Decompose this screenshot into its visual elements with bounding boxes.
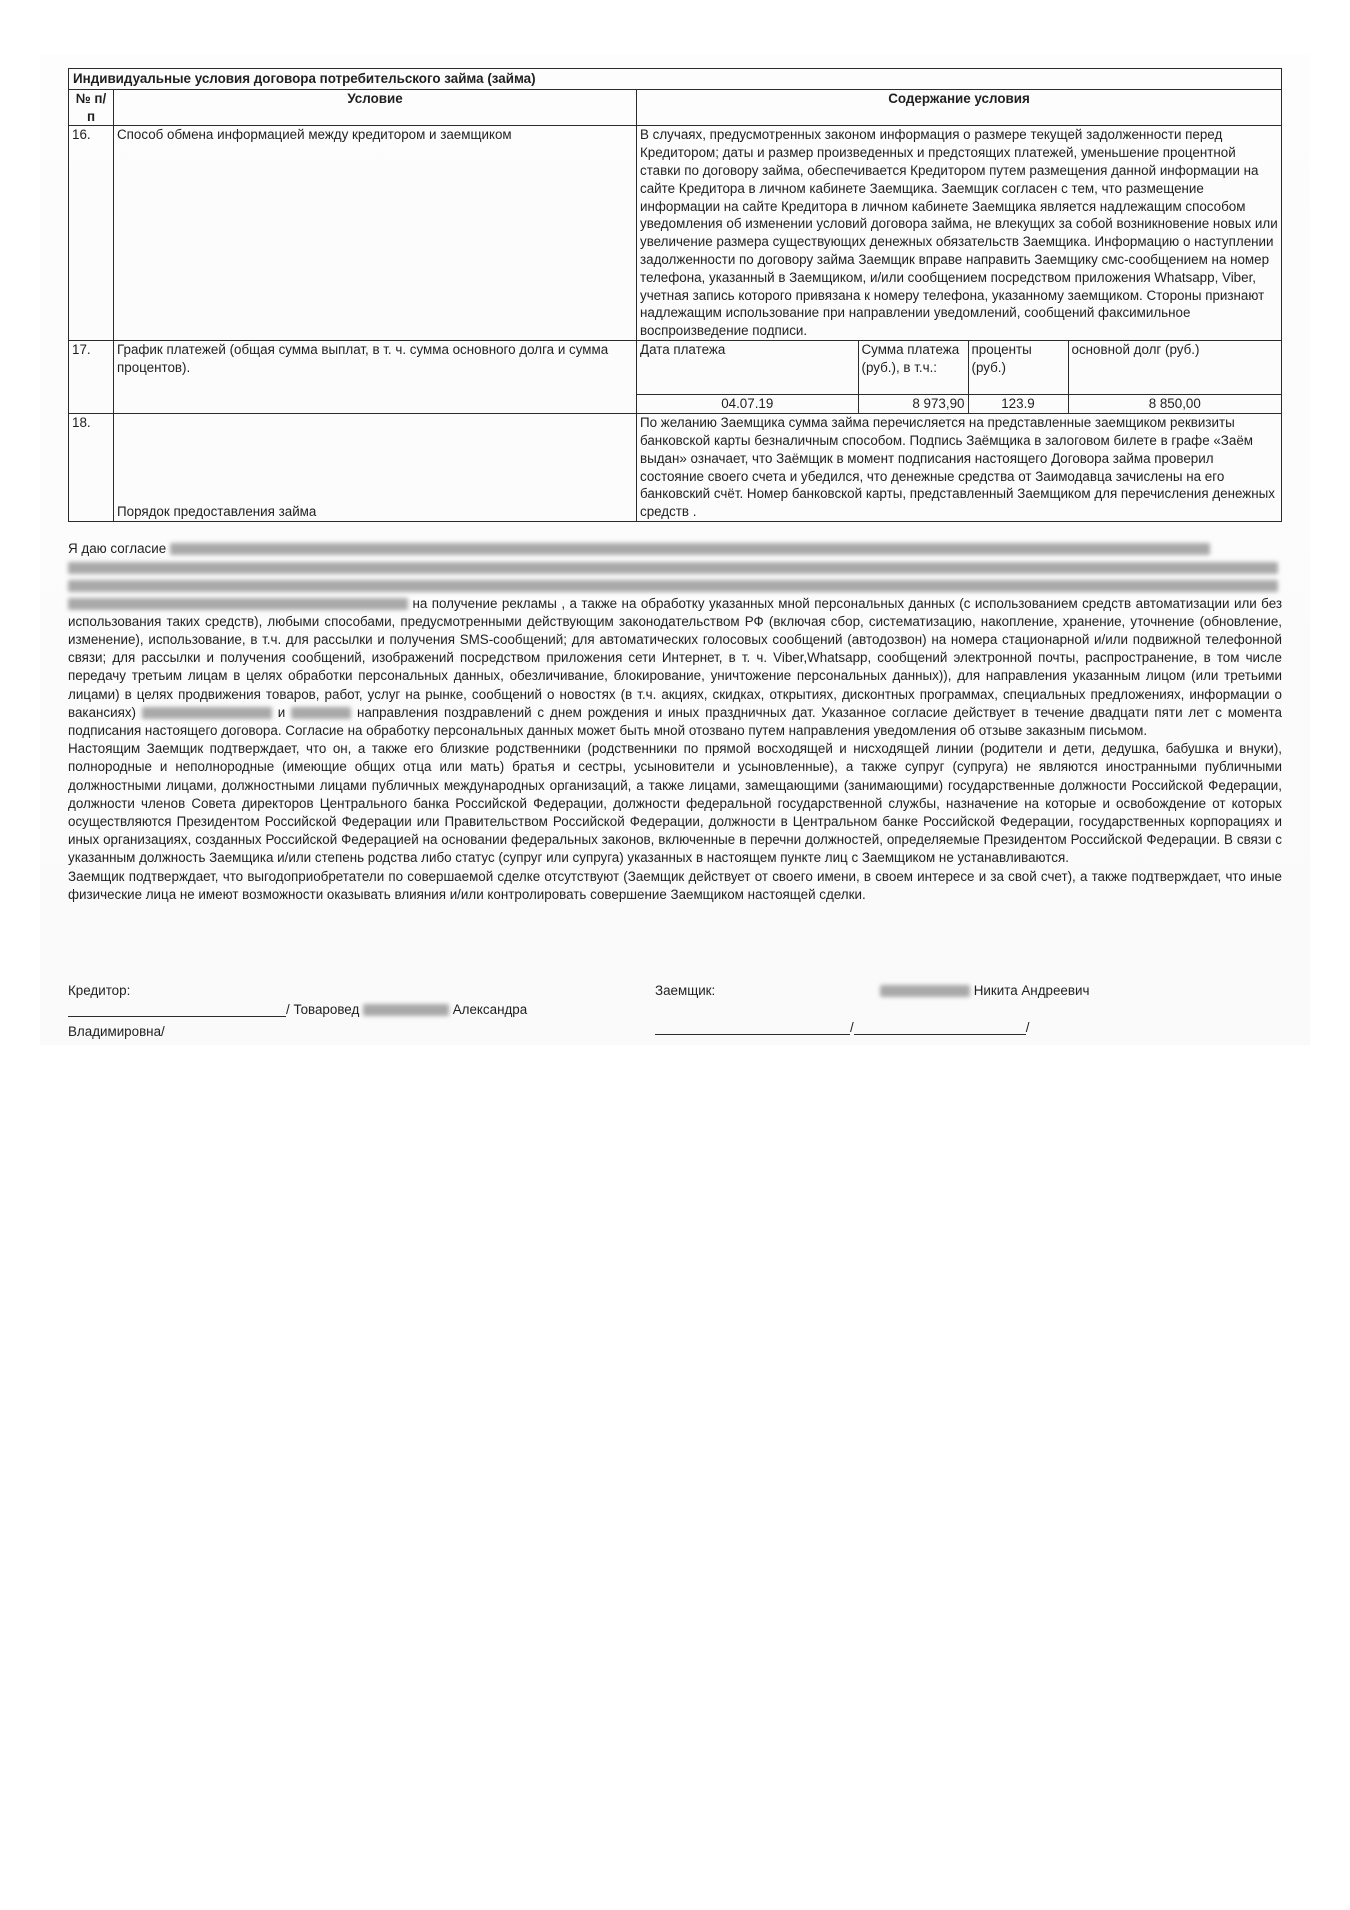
borrower-name-line <box>854 1034 1026 1035</box>
column-header-content: Содержание условия <box>637 89 1282 126</box>
row-content: По желанию Заемщика сумма займа перечисляется на представленные заемщиком реквизиты банковской карты безналичным способом. Подпись Заёмщика в залоговом билете в графе «Заём выдан» означает, что Заёмщик в момент подписания настоящего Договора займа проверил состояние своего счета и убедился, что денежные средства от Заимодавца зачислены на его банковский счёт. Номер банковской карты, представленный Заемщиком для перечисления денежных средств . <box>637 414 1282 522</box>
consent-body: на получение рекламы , а также на обработку указанных мной персональных данных (с использованием средств автоматизации или без использования таких средств), любыми способами, предусмотренными действующим законодательством РФ (включая сбор, систематизацию, накопление, хранение, уточнение (обновление, изменение), использование, в т.ч. для рассылки и получения SMS-сообщений; для автоматических голосовых сообщений (автодозвон) на номера стационарной и/или подвижной телефонной связи; для рассылки и получения сообщений, изображений посредством приложения сети Интернет, в т. ч. Viber,Whatsapp, сообщений электронной почты, распространение, в том числе передачу третьим лицам в целях обработки персональных данных, обезличивание, блокирование, уничтожение персональных данных)), для направления указанным лицом (или третьими лицами) в целях продвижения товаров, работ, услуг на рынке, сообщений о новостях (в т.ч. акциях, скидках, открытиях, дисконтных программах, специальных предложениях, информации о вакансиях) <box>68 595 1282 720</box>
borrower-name: Никита Андреевич <box>973 983 1090 998</box>
schedule-principal: 8 850,00 <box>1068 395 1281 413</box>
redacted-text <box>170 543 1210 555</box>
redacted-text <box>142 707 272 719</box>
row-condition: Способ обмена информацией между кредитором и заемщиком <box>114 126 637 341</box>
schedule-header-principal: основной долг (руб.) <box>1068 341 1281 395</box>
schedule-date: 04.07.19 <box>637 395 858 413</box>
creditor-signature-line <box>68 1016 286 1017</box>
column-header-num: № п/п <box>69 89 114 126</box>
table-row <box>69 340 1282 413</box>
signature-separator: / <box>850 1020 854 1035</box>
payment-schedule-table <box>637 341 1281 413</box>
consent-tail: направления поздравлений с днем рождения и иных праздничных дат. Указанное согласие действует в течение двадцати пяти лет с момента подписания настоящего договора. Согласие на обработку персональных данных может быть мной отозвано путем направления уведомления об отзыве заказным письмом. <box>68 704 1282 738</box>
schedule-header-interest: проценты (руб.) <box>968 341 1068 395</box>
row-condition: Порядок предоставления займа <box>114 414 637 522</box>
loan-terms-table <box>68 68 1282 522</box>
borrower-signature-line <box>655 1034 850 1035</box>
redacted-text <box>68 598 408 610</box>
creditor-role: / Товаровед <box>286 1002 360 1017</box>
table-row <box>69 414 1282 522</box>
redacted-text <box>880 985 970 997</box>
row-number: 16. <box>69 126 114 341</box>
table-title: Индивидуальные условия договора потребительского займа (займа) <box>69 69 1282 90</box>
consent-intro: Я даю согласие <box>68 541 167 556</box>
beneficiary-declaration: Заемщик подтверждает, что выгодоприобретатели по совершаемой сделке отсутствуют (Заемщик действует от своего имени, в своем интересе и за свой счет), а также подтверждает, что иные физические лица не имеют возможности оказывать влияния и/или контролировать совершение Заемщиком настоящей сделки. <box>68 868 1282 902</box>
redacted-text <box>363 1004 449 1016</box>
consent-and: и <box>277 704 286 720</box>
borrower-label: Заемщик: <box>655 983 716 998</box>
row-number: 17. <box>69 340 114 413</box>
redacted-line <box>68 558 1282 576</box>
row-content: В случаях, предусмотренных законом информация о размере текущей задолженности перед Кредитором; даты и размер произведенных и предстоящих платежей, уменьшение процентной ставки по договору займа, обеспечивается Кредитором путем размещения данной информации на сайте Кредитора в личном кабинете Заемщика. Заемщик согласен с тем, что размещение информации на сайте Кредитора в личном кабинете Заемщика является надлежащим способом уведомления об изменении условий договора займа, не влекущих за собой возникновение новых или увеличение размера существующих денежных обязательств Заемщика. Информацию о наступлении задолженности по договору займа Заемщик вправе направить Заемщику смс-сообщением на номер телефона, указанный в Заемщиком, и/или сообщением посредством приложения Whatsapp, Viber, учетная запись которого привязана к номеру телефона, указанному заемщиком. Стороны признают надлежащим использование при направлении уведомлений, сообщений факсимильное воспроизведение подписи. <box>637 126 1282 341</box>
borrower-signature <box>655 1020 1029 1035</box>
table-row <box>69 126 1282 341</box>
signature-separator: / <box>1025 1020 1030 1035</box>
payment-schedule-cell <box>637 340 1282 413</box>
redacted-text <box>291 707 351 719</box>
column-header-condition: Условие <box>114 89 637 126</box>
creditor-label: Кредитор: <box>68 983 131 998</box>
creditor-signature <box>68 1002 527 1017</box>
creditor-first-name: Александра <box>452 1002 528 1017</box>
creditor-patronymic: Владимировна/ <box>68 1024 165 1039</box>
schedule-interest: 123.9 <box>968 395 1068 413</box>
schedule-total: 8 973,90 <box>858 395 968 413</box>
schedule-header-total: Сумма платежа (руб.), в т.ч.: <box>858 341 968 395</box>
row-number: 18. <box>69 414 114 522</box>
consent-paragraph <box>68 540 1282 740</box>
consent-section <box>68 540 1282 904</box>
row-condition: График платежей (общая сумма выплат, в т. ч. сумма основного долга и сумма процентов). <box>114 340 637 413</box>
pep-declaration: Настоящим Заемщик подтверждает, что он, а также его близкие родственники (родственники по прямой восходящей и нисходящей линии (родители и дети, дедушка, бабушка и внуки), полнородные и неполнородные (имеющие общих отца или мать) братья и сестры, усыновители и усыновленные), а также супруг (супруга) не являются иностранными публичными должностными лицами, должностными лицами публичных международных организаций, а также лицами, замещающими (занимающими) государственные должности Российской Федерации, должности членов Совета директоров Центрального банка Российской Федерации, должности федеральной государственной службы, назначение на которые и освобождение от которых осуществляются Президентом Российской Федерации или Правительством Российской Федерации, должности в Центральном банке Российской Федерации, государственных корпорациях и иных организациях, созданных Российской Федерацией на основании федеральных законов, включенные в перечни должностей, определяемые Президентом Российской Федерации. В связи с указанным должность Заемщика и/или степень родства либо статус (супруг или супруга) указанных в настоящем пункте лиц с Заемщиком не устанавливаются. <box>68 741 1282 866</box>
schedule-header-date: Дата платежа <box>637 341 858 395</box>
borrower-name-block <box>880 983 1089 998</box>
redacted-line <box>68 576 1282 594</box>
